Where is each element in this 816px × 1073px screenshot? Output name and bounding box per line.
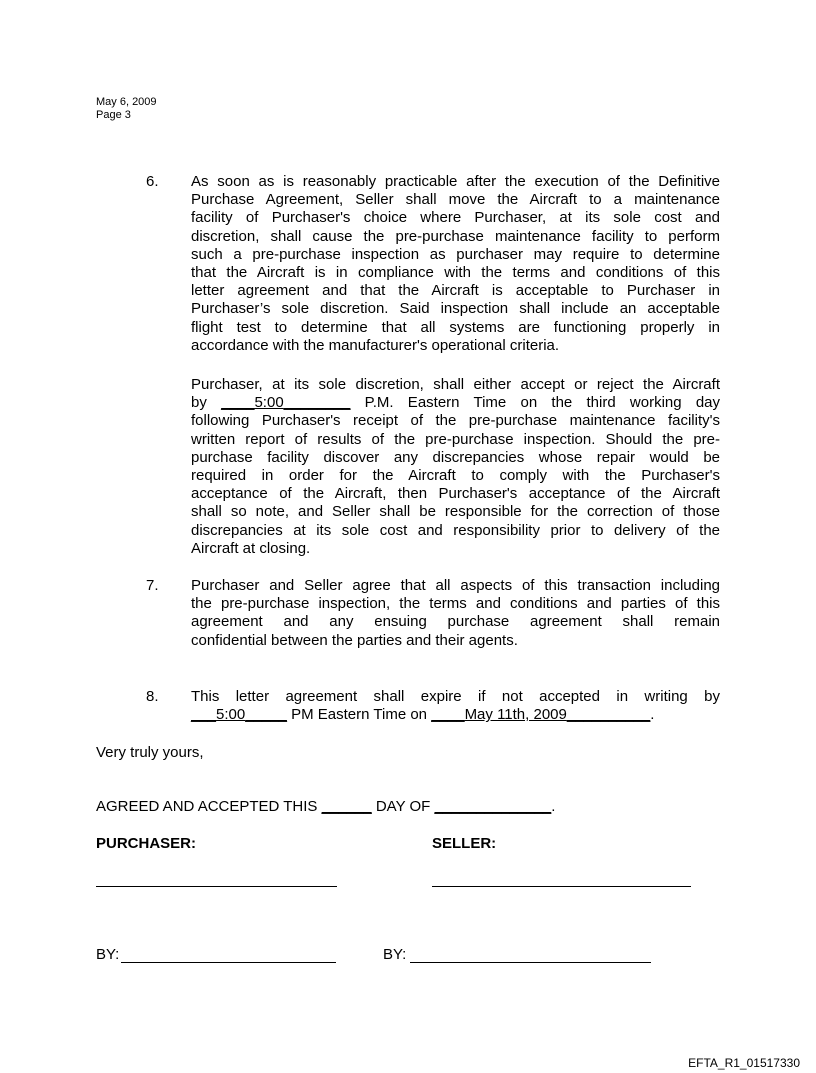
clause-6-line: Purchaser, at its sole discretion, shall either accept or reject the Aircraft — [191, 376, 720, 393]
underscore-trail: ________ — [283, 394, 351, 412]
expiry-date: May 11th, 2009 — [464, 706, 567, 724]
clause-6-number: 6. — [146, 173, 159, 190]
clause-6-line: following Purchaser's receipt of the pre-purchase maintenance facility's — [191, 412, 720, 430]
clause-6-line: facility of Purchaser's choice where Purchaser, at its sole cost and — [191, 209, 720, 227]
clause-6-line: Purchaser’s sole discretion. Said inspection shall include an acceptable — [191, 300, 720, 318]
agreed-accepted-line — [96, 798, 555, 816]
page-header — [96, 96, 157, 122]
clause-6-paragraph-2 — [191, 376, 720, 558]
clause-7-line: the pre-purchase inspection, the terms and conditions and parties of this — [191, 595, 720, 613]
clause-8-expiry-line — [191, 706, 720, 724]
underscore-lead: ____ — [221, 394, 255, 412]
clause-6-line: flight test to determine that all systems are functioning properly in — [191, 318, 720, 336]
underscore-trail: _____ — [245, 706, 287, 724]
clause-6-line: discretion, shall cause the pre-purchase maintenance facility to perform — [191, 227, 720, 245]
clause-7-paragraph — [191, 577, 720, 650]
clause-7-line: confidential between the parties and their agents. — [191, 631, 518, 649]
clause-6-deadline-line — [191, 394, 720, 412]
clause-6-line-rest: P.M. Eastern Time on the third working day — [364, 394, 721, 412]
clause-6-line: shall so note, and Seller shall be responsible for the correction of those — [191, 503, 720, 521]
expiry-mid-text: PM Eastern Time on — [286, 706, 432, 724]
purchaser-signature-line[interactable] — [96, 886, 337, 887]
seller-by-line[interactable] — [410, 962, 651, 963]
clause-6-line: that the Aircraft is in compliance with the terms and conditions of this — [191, 264, 720, 282]
by-word: by — [191, 394, 207, 412]
clause-6-line: such a pre-purchase inspection as purchaser may require to determine — [191, 245, 720, 263]
expiry-time-field — [191, 706, 287, 723]
purchaser-by-label: BY: — [96, 946, 120, 963]
seller-by-label: BY: — [383, 946, 407, 963]
clause-6-line: acceptance of the Aircraft, then Purchaser's acceptance of the Aircraft — [191, 485, 720, 503]
clause-7-line: agreement and any ensuing purchase agreement shall remain — [191, 613, 720, 631]
clause-8-line: This letter agreement shall expire if not accepted in writing by — [191, 688, 720, 705]
header-page: Page 3 — [96, 109, 131, 121]
seller-label: SELLER: — [432, 835, 497, 852]
agreed-middle: DAY OF — [371, 798, 435, 815]
clause-8-number: 8. — [146, 688, 159, 705]
header-date: May 6, 2009 — [96, 96, 157, 108]
clause-6-line: Purchase Agreement, Seller shall move the Aircraft to a maintenance — [191, 191, 720, 209]
day-number-blank[interactable]: ______ — [321, 798, 372, 815]
period: . — [650, 706, 655, 724]
underscore-trail: __________ — [566, 706, 651, 724]
underscore-lead: ___ — [191, 706, 217, 724]
period: . — [551, 798, 556, 815]
clause-6-line: accordance with the manufacturer's operational criteria. — [191, 336, 560, 354]
clause-6-paragraph-1 — [191, 173, 720, 355]
expiry-date-field — [431, 706, 650, 723]
agreed-prefix: AGREED AND ACCEPTED THIS — [96, 798, 322, 815]
clause-7-number: 7. — [146, 577, 159, 594]
seller-signature-line[interactable] — [432, 886, 691, 887]
expiry-time: 5:00 — [216, 706, 246, 724]
clause-6-line: written report of results of the pre-purchase inspection. Should the pre- — [191, 430, 720, 448]
month-blank[interactable]: ______________ — [434, 798, 552, 815]
acceptance-time-field — [221, 394, 350, 411]
clause-6-line: purchase facility discover any discrepancies whose repair would be — [191, 448, 720, 466]
closing-salutation: Very truly yours, — [96, 744, 204, 761]
acceptance-time: 5:00 — [254, 394, 284, 412]
clause-6-line: letter agreement and that the Aircraft is acceptable to Purchaser in — [191, 282, 720, 300]
clause-6-line: Aircraft at closing. — [191, 539, 311, 557]
clause-8-paragraph — [191, 688, 720, 724]
underscore-lead: ____ — [431, 706, 465, 724]
purchaser-by-line[interactable] — [121, 962, 336, 963]
clause-6-line: required in order for the Aircraft to comply with the Purchaser's — [191, 467, 720, 485]
purchaser-label: PURCHASER: — [96, 835, 197, 852]
document-id: EFTA_R1_01517330 — [688, 1056, 800, 1070]
clause-6-line: discrepancies at its sole cost and responsibility prior to delivery of the — [191, 521, 720, 539]
clause-6-line: As soon as is reasonably practicable after the execution of the Definitive — [191, 173, 720, 190]
clause-7-line: Purchaser and Seller agree that all aspects of this transaction including — [191, 577, 720, 594]
